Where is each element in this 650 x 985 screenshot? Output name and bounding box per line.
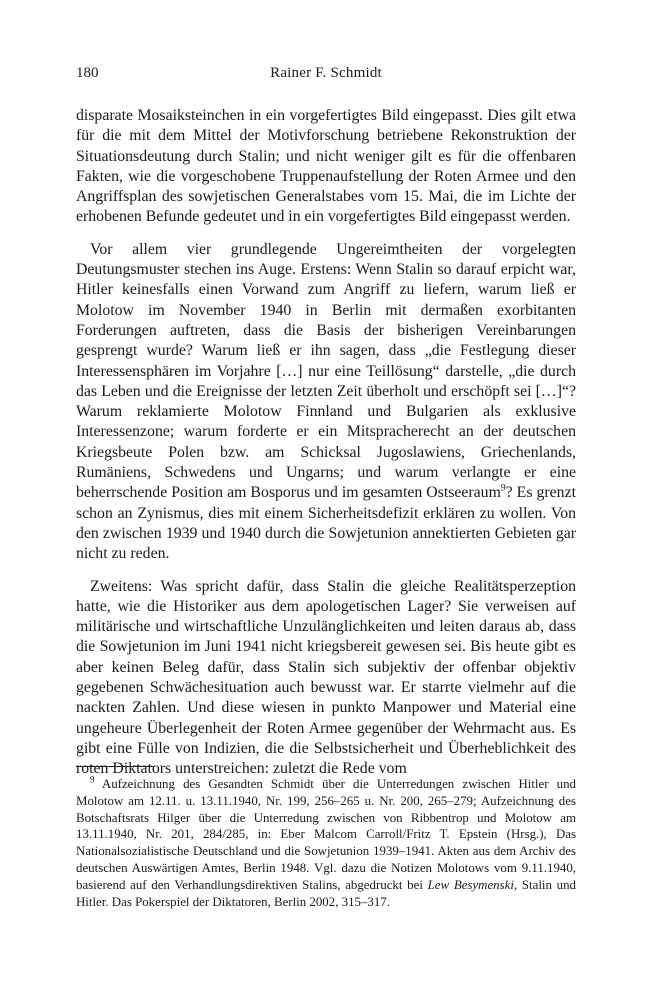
paragraph-2-text: Vor allem vier grundlegende Ungereimtheiten der vorgelegten Deutungsmuster stechen ins Auge. Erstens: Wenn Stalin so darauf erpicht war, Hitler keinesfalls einen Vorwand zum Angriff zu liefern, warum ließ er Molotow im November 1940 in Berlin mit dermaßen exorbitanten Forderungen auftreten, dass die Basis der bisherigen Vereinbarungen gesprengt wurde? Warum ließ er ihn sagen, dass „die Festlegung dieser Interessensphären im Vorjahre […] nur eine Teillösung“ darstelle, „die durch das Leben und die Ereignisse der letzten Zeit überholt und erschöpft sei […]“? Warum reklamierte Molotow Finnland und Bulgarien als exklusive Interessenzone; warum forderte er ein Mitspracherecht an der deutschen Kriegsbeute Polen bzw. am Schicksal Jugoslawiens, Griechenlands, Rumäniens, Schwedens und Ungarns; und warum verlangte er eine beherrschende Position am Bosporus und im gesamten Ostseeraum (76, 240, 576, 502)
footnote-9 (76, 776, 576, 910)
paragraph-2-text-cont: ? Es grenzt schon an Zynismus, dies mit einem Sicherheitsdefizit erklären zu wollen. Von den zwischen 1939 und 1940 durch die Sowjetunion annektierten Gebieten gar nicht zu reden. (76, 484, 576, 563)
page-header (76, 65, 576, 85)
footnote-separator (76, 766, 154, 767)
paragraph-1: disparate Mosaiksteinchen in ein vorgefertigtes Bild eingepasst. Dies gilt etwa für die mit dem Mittel der Motivforschung betriebene Rekonstruktion der Situationsdeutung durch Stalin; und nicht weniger gilt es für die offenbaren Fakten, wie die vorgeschobene Truppenaufstellung der Roten Armee und den Angriffsplan des sowjetischen Generalstabes vom 15. Mai, die im Lichte der erhobenen Befunde gedeutet und in ein vorgefertigtes Bild eingepasst werden. (76, 107, 576, 226)
footnote-reference[interactable]: 9 (500, 484, 506, 495)
footnote-text: Aufzeichnung des Gesandten Schmidt über die Unterredungen zwischen Hitler und Molotow am 12.11. u. 13.11.1940, Nr. 199, 256–265 u. Nr. 200, 265–279; Aufzeichnung des Botschaftsrats Hilger über die Unterredung zwischen von Ribbentrop und Molotow am 13.11.1940, Nr. 201, 284/285, in: Eber Malcom Carroll/Fritz T. Epstein (Hrsg.), Das Nationalsozialistische Deutschland und die Sowjetunion 1939–1941. Akten aus dem Archiv des deutschen Auswärtigen Amtes, Berlin 1948. Vgl. dazu die Notizen Molotows vom 9.11.1940, basierend auf den Verhandlungsdirektiven Stalins, abgedruckt bei (76, 777, 576, 892)
footnote-number: 9 (90, 774, 95, 785)
paragraph-3: Zweitens: Was spricht dafür, dass Stalin die gleiche Realitätsperzeption hatte, wie die Historiker aus dem apologetischen Lager? Sie verweisen auf militärische und wirtschaftliche Unzulänglichkeiten und leiten daraus ab, dass die Sowjetunion im Juni 1941 nicht kriegsbereit gewesen sei. Bis heute gibt es aber keinen Beleg dafür, dass Stalin sich subjektiv der offenbar objektiv gegebenen Schwächesituation auch bewusst war. Er starrte vielmehr auf die nackten Zahlen. Und diese wiesen in punkto Manpower und Material eine ungeheure Überlegenheit der Roten Armee gegenüber der Wehrmacht aus. Es gibt eine Fülle von Indizien, die die Selbstsicherheit und Überheblichkeit des roten Diktators unterstreichen: zuletzt die Rede vom (76, 577, 576, 778)
running-title: Rainer F. Schmidt (270, 65, 382, 81)
paragraph-2 (76, 240, 576, 565)
footnote-text-cont: , Stalin und Hitler. Das Pokerspiel der Diktatoren, Berlin 2002, 315–317. (76, 877, 576, 909)
footnote-author: Lew Besymenski (427, 877, 514, 892)
page-number: 180 (76, 65, 99, 81)
main-text (76, 106, 576, 792)
